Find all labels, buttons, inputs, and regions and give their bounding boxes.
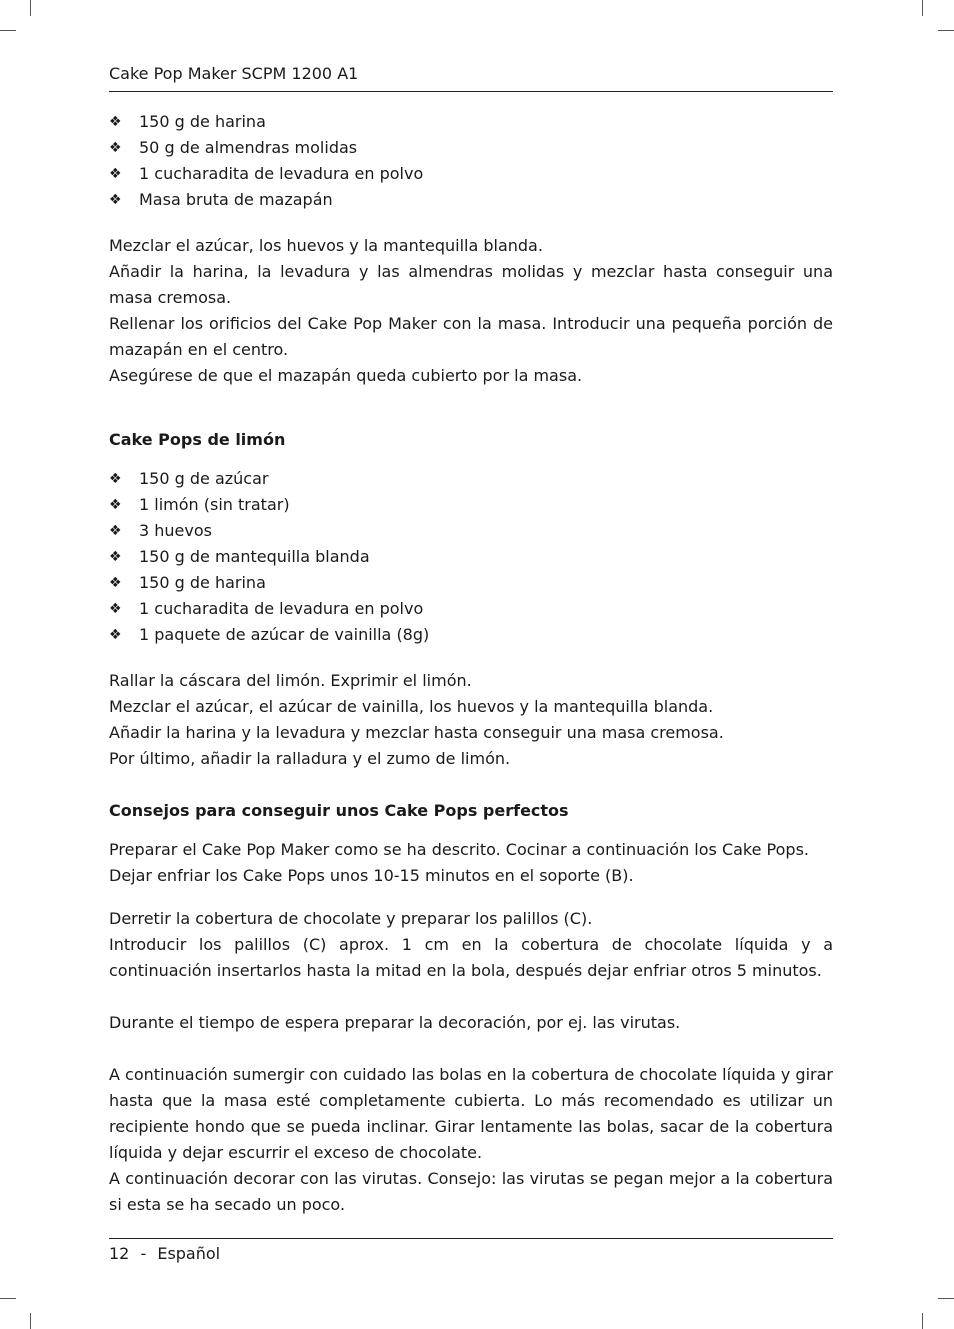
paragraph: Añadir la harina y la levadura y mezclar hasta conseguir una masa cremosa. <box>109 723 724 742</box>
paragraph: Rallar la cáscara del limón. Exprimir el limón. <box>109 671 472 690</box>
list-item: ❖ 150 g de harina <box>109 109 833 135</box>
bullet-icon: ❖ <box>109 192 122 208</box>
paragraph: Asegúrese de que el mazapán queda cubierto por la masa. <box>109 366 583 385</box>
bullet-icon: ❖ <box>109 114 122 130</box>
list-item: ❖ 150 g de harina <box>109 570 833 596</box>
bullet-icon: ❖ <box>109 140 122 156</box>
list-item: ❖ 150 g de azúcar <box>109 466 833 492</box>
footer-separator: - <box>140 1244 147 1263</box>
list-item: ❖ 50 g de almendras molidas <box>109 135 833 161</box>
crop-mark <box>938 30 954 31</box>
crop-mark <box>0 1298 16 1299</box>
section-heading: Cake Pops de limón <box>109 430 286 449</box>
footer-language: Español <box>157 1244 221 1263</box>
crop-mark <box>922 1313 923 1329</box>
header-title: Cake Pop Maker SCPM 1200 A1 <box>109 64 359 83</box>
paragraph: Añadir la harina, la levadura y las almendras molidas y mezclar hasta conseguir una masa cremosa. <box>109 262 833 307</box>
bullet-icon: ❖ <box>109 575 122 591</box>
crop-mark <box>922 0 923 16</box>
paragraph: Mezclar el azúcar, los huevos y la mantequilla blanda. <box>109 236 543 255</box>
crop-mark <box>938 1298 954 1299</box>
paragraph: Rellenar los orificios del Cake Pop Maker con la masa. Introducir una pequeña porción de mazapán en el centro. <box>109 314 833 359</box>
section-heading: Consejos para conseguir unos Cake Pops perfectos <box>109 801 569 820</box>
paragraph: Mezclar el azúcar, el azúcar de vainilla, los huevos y la mantequilla blanda. <box>109 697 714 716</box>
bullet-icon: ❖ <box>109 523 122 539</box>
ingredient-list <box>109 109 833 213</box>
list-item: ❖ 3 huevos <box>109 518 833 544</box>
paragraph: A continuación decorar con las virutas. Consejo: las virutas se pegan mejor a la cobertura si esta se ha secado un poco. <box>109 1169 833 1214</box>
page-header <box>109 63 833 92</box>
paragraph: A continuación sumergir con cuidado las bolas en la cobertura de chocolate líquida y girar hasta que la masa esté completamente cubierta. Lo más recomendado es utilizar un recipiente hondo que se pueda inclinar. Girar lentamente las bolas, sacar de la cobertura líquida y dejar escurrir el exceso de chocolate. <box>109 1065 833 1162</box>
bullet-icon: ❖ <box>109 497 122 513</box>
bullet-icon: ❖ <box>109 601 122 617</box>
list-item: ❖ 1 paquete de azúcar de vainilla (8g) <box>109 622 833 648</box>
page-footer <box>109 1238 833 1265</box>
paragraph: Durante el tiempo de espera preparar la decoración, por ej. las virutas. <box>109 1013 681 1032</box>
paragraph: Preparar el Cake Pop Maker como se ha descrito. Cocinar a continuación los Cake Pops. <box>109 840 809 859</box>
list-item: ❖ 1 cucharadita de levadura en polvo <box>109 161 833 187</box>
list-item: ❖ 1 cucharadita de levadura en polvo <box>109 596 833 622</box>
list-item: ❖ 150 g de mantequilla blanda <box>109 544 833 570</box>
crop-mark <box>30 0 31 16</box>
bullet-icon: ❖ <box>109 166 122 182</box>
page-number: 12 <box>109 1244 130 1263</box>
paragraph: Introducir los palillos (C) aprox. 1 cm en la cobertura de chocolate líquida y a continuación insertarlos hasta la mitad en la bola, después dejar enfriar otros 5 minutos. <box>109 935 833 980</box>
list-item: ❖ Masa bruta de mazapán <box>109 187 833 213</box>
paragraph: Derretir la cobertura de chocolate y preparar los palillos (C). <box>109 909 593 928</box>
paragraph: Dejar enfriar los Cake Pops unos 10-15 minutos en el soporte (B). <box>109 866 634 885</box>
bullet-icon: ❖ <box>109 549 122 565</box>
crop-mark <box>30 1313 31 1329</box>
list-item: ❖ 1 limón (sin tratar) <box>109 492 833 518</box>
ingredient-list <box>109 466 833 648</box>
page-content <box>109 109 833 1218</box>
paragraph: Por último, añadir la ralladura y el zumo de limón. <box>109 749 511 768</box>
bullet-icon: ❖ <box>109 627 122 643</box>
crop-mark <box>0 30 16 31</box>
bullet-icon: ❖ <box>109 471 122 487</box>
